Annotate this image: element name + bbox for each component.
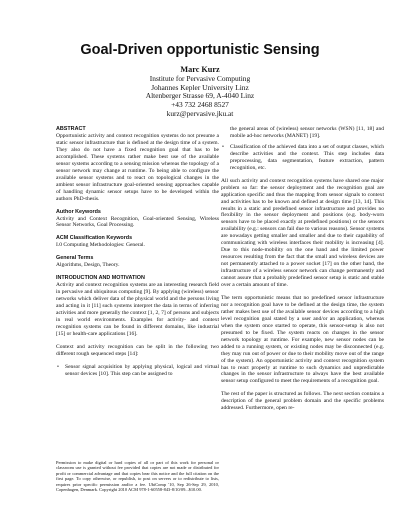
author-address: Altenberger Strasse 69, A-4040 Linz — [145, 91, 255, 101]
body-paragraph-3: The rest of the paper is structured as follows. The next section contains a description of the general problem domain and the specific problems addressed. Furthermore, open re- — [221, 391, 384, 412]
bullet-item — [56, 364, 219, 378]
author-email[interactable]: kurz@pervasive.jku.at — [166, 108, 234, 118]
bullet-item — [221, 144, 384, 172]
keywords-text: Activity and Context Recognition, Goal-oriented Sensing, Wireless Sensor Networks, Goal Processing. — [56, 215, 219, 229]
intro-text: Activity and context recognition systems are an interesting research field in pervasive and ubiquitous computing [9]. By applying (wireless) sensor networks which deliver data of the physical world and the persons living and acting in it [11] such systems interpret the data in terms of inferring activities and more generally the context [1, 2, 7] of persons and subjects in real world environments. Examples for activity- and context recognition systems can be found in different domains, like industrial [15] or health-care applications [16]. — [56, 282, 219, 338]
left-column — [56, 126, 219, 382]
author-name: Marc Kurz — [180, 65, 220, 74]
bullet-icon: • — [222, 143, 224, 150]
acm-text: I.0 Computing Methodologies: General. — [56, 242, 145, 249]
copyright-footnote: Permission to make digital or hard copies of all or part of this work for personal or classroom use is granted without fee provided that copies are not made or distributed for profit or commercial advantage and that copies bear this notice and the full citation on the first page. To copy otherwise, or republish, to post on servers or to redistribute to lists, requires prior specific permission and/or a fee. UbiComp '10, Sep 26-Sep 29, 2010, Copenhagen, Denmark. Copyright 2010 ACM 978-1-60558-843-8/10/09...$10.00. — [56, 460, 219, 493]
body-paragraph-1: All such activity and context recognition systems have shared one major problem so far: the sensor deployment and the recognition goal are application specific and thus the mapping from sensor signals to context and activities has to be known and defined at design time [13, 14]. This results in a static and predefined sensor infrastructure and provides no flexibility in the sensor deployment and positions (e.g. body-worn sensors have to be placed exactly at predefined positions) or the sensors availability (e.g.: sensors can fail due to various reasons). Sensor systems are nowadays getting smaller and smaller and due to their capability of communicating with wireless interfaces their mobility is increasing [4]. Due to this node-mobility on the one hand and the limited power resources resulting from the fact that the small and wireless devices are not permanently attached to a power socket [17] on the other hand, the infrastructure of a wireless sensor network can change permanently and cannot assure that a probably predefined sensor setup is static and stable over a certain amount of time. — [221, 177, 384, 289]
author-phone: +43 732 2468 8527 — [171, 100, 229, 110]
author-university: Johannes Kepler University Linz — [151, 82, 249, 92]
bullet-text: Sensor signal acquisition by applying physical, logical and virtual sensor devices [10]. This step can be assigned to — [65, 363, 219, 377]
bullet-icon: • — [57, 363, 59, 370]
author-affiliation: Institute for Pervasive Computing — [149, 73, 251, 83]
split-text: Context and activity recognition can be split in the following two different rough sequenced steps [14]: — [56, 343, 219, 357]
keywords-heading: Author Keywords — [56, 208, 101, 215]
general-terms-heading: General Terms — [56, 255, 94, 262]
abstract-heading: ABSTRACT — [56, 126, 86, 132]
author-block — [0, 66, 400, 119]
general-terms-text: Algorithms, Design, Theory. — [56, 262, 120, 269]
bullet-continuation: the general areas of (wireless) sensor networks (WSN) [11, 18] and mobile ad-hoc networks (MANET) [19]. — [230, 126, 384, 139]
bullet-text: Classification of the achieved data into a set of output classes, which describe activities and the context. This step includes data preprocessing, data segmentation, feature extraction, pattern recognition, etc. — [230, 143, 384, 171]
paper-title: Goal-Driven opportunistic Sensing — [80, 42, 320, 58]
abstract-text: Opportunistic activity and context recognition systems do not presume a static sensor infrastructure that is defined at the design time of a system. They also do not have a fixed recognition goal that has to be accomplished. These systems rather make best use of the available sensor systems according to a sensing mission whereas the topology of a sensor network may change at runtime. To being able to configure the available sensor systems and to react on topological changes in the ambient sensor infrastructure goal-oriented sensing approaches capable of handling dynamic sensor setups have to be developed within the authors PhD-thesis. — [56, 133, 219, 202]
acm-heading: ACM Classification Keywords — [56, 235, 133, 242]
body-paragraph-2: The term opportunistic means that no predefined sensor infrastructure nor a recognition goal have to be defined at the design time, the system rather makes best use of the available sensor devices according to a high level recognition goal stated by a user and/or an application, whereas when the system once started to operate, this sensor-setup is also not presumed to be fixed. The system reacts on changes in the sensor network topology at runtime. For example, new sensor nodes can be added to a running system, or existing nodes may be disconnected (e.g. they may run out of power or due to their mobility move out of the range of the system). An opportunistic activity and context recognition system has to react properly at runtime to such dynamics and unpredictable changes in the sensor infrastructure to always have the best available sensor setup configured to meet the requirements of a recognition goal. — [221, 294, 384, 385]
intro-heading: INTRODUCTION AND MOTIVATION — [56, 275, 145, 282]
right-column — [221, 126, 384, 418]
